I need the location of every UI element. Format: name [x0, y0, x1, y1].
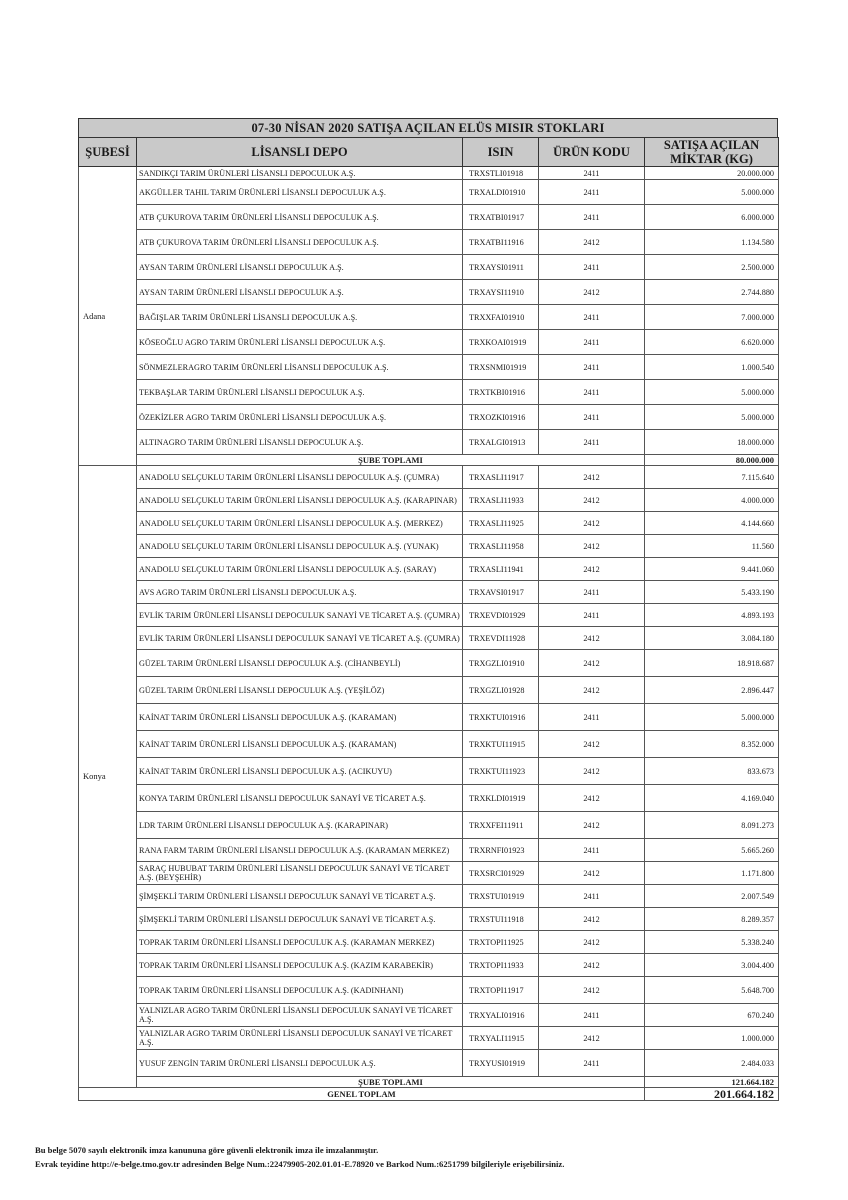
depot-name: EVLİK TARIM ÜRÜNLERİ LİSANSLI DEPOCULUK SANAYİ VE TİCARET A.Ş. (ÇUMRA) [137, 627, 463, 650]
depot-name: ALTINAGRO TARIM ÜRÜNLERİ LİSANSLI DEPOCULUK A.Ş. [137, 430, 463, 455]
isin-code: TRXYUSI01919 [463, 1050, 539, 1077]
isin-code: TRXKTUI11915 [463, 731, 539, 758]
isin-code: TRXKOAI01919 [463, 330, 539, 355]
quantity-kg: 833.673 [645, 758, 779, 785]
product-code: 2412 [539, 954, 645, 977]
header-isin: ISIN [463, 138, 539, 167]
table-row [79, 704, 779, 731]
stock-table-sheet [78, 118, 778, 1101]
depot-name: TOPRAK TARIM ÜRÜNLERİ LİSANSLI DEPOCULUK A.Ş. (KADINHANI) [137, 977, 463, 1004]
quantity-kg: 1.134.580 [645, 230, 779, 255]
table-row [79, 558, 779, 581]
product-code: 2411 [539, 581, 645, 604]
footer-line-2: Evrak teyidine http://e-belge.tmo.gov.tr adresinden Belge Num.:22479905-202.01.01-E.78920 ve Barkod Num.:6251799 bilgileriyle erişebilirsiniz. [35, 1159, 565, 1169]
isin-code: TRXGZLI01910 [463, 650, 539, 677]
product-code: 2412 [539, 489, 645, 512]
depot-name: EVLİK TARIM ÜRÜNLERİ LİSANSLI DEPOCULUK SANAYİ VE TİCARET A.Ş. (ÇUMRA) [137, 604, 463, 627]
quantity-kg: 6.620.000 [645, 330, 779, 355]
isin-code: TRXTKBI01916 [463, 380, 539, 405]
isin-code: TRXSRCI01929 [463, 862, 539, 885]
depot-name: KÖSEOĞLU AGRO TARIM ÜRÜNLERİ LİSANSLI DEPOCULUK A.Ş. [137, 330, 463, 355]
isin-code: TRXALGI01913 [463, 430, 539, 455]
isin-code: TRXYALI11915 [463, 1027, 539, 1050]
product-code: 2412 [539, 535, 645, 558]
grand-total-row [79, 1088, 779, 1101]
depot-name: BAĞIŞLAR TARIM ÜRÜNLERİ LİSANSLI DEPOCULUK A.Ş. [137, 305, 463, 330]
product-code: 2411 [539, 180, 645, 205]
table-row [79, 931, 779, 954]
depot-name: TOPRAK TARIM ÜRÜNLERİ LİSANSLI DEPOCULUK A.Ş. (KAZIM KARABEKİR) [137, 954, 463, 977]
header-kod: ÜRÜN KODU [539, 138, 645, 167]
product-code: 2411 [539, 255, 645, 280]
quantity-kg: 3.084.180 [645, 627, 779, 650]
isin-code: TRXASLI11933 [463, 489, 539, 512]
product-code: 2412 [539, 280, 645, 305]
quantity-kg: 1.000.540 [645, 355, 779, 380]
table-row [79, 1004, 779, 1027]
isin-code: TRXEVDI01929 [463, 604, 539, 627]
product-code: 2412 [539, 650, 645, 677]
isin-code: TRXRNFI01923 [463, 839, 539, 862]
quantity-kg: 5.000.000 [645, 704, 779, 731]
isin-code: TRXTOPI11933 [463, 954, 539, 977]
table-row [79, 255, 779, 280]
product-code: 2412 [539, 862, 645, 885]
product-code: 2412 [539, 908, 645, 931]
depot-name: AYSAN TARIM ÜRÜNLERİ LİSANSLI DEPOCULUK A.Ş. [137, 255, 463, 280]
table-row [79, 758, 779, 785]
isin-code: TRXAYSI01911 [463, 255, 539, 280]
product-code: 2412 [539, 512, 645, 535]
table-row [79, 885, 779, 908]
table-row [79, 405, 779, 430]
depot-name: TEKBAŞLAR TARIM ÜRÜNLERİ LİSANSLI DEPOCULUK A.Ş. [137, 380, 463, 405]
product-code: 2411 [539, 167, 645, 180]
table-row [79, 512, 779, 535]
product-code: 2411 [539, 405, 645, 430]
depot-name: ÖZEKİZLER AGRO TARIM ÜRÜNLERİ LİSANSLI DEPOCULUK A.Ş. [137, 405, 463, 430]
isin-code: TRXASLI11917 [463, 466, 539, 489]
quantity-kg: 11.560 [645, 535, 779, 558]
quantity-kg: 5.433.190 [645, 581, 779, 604]
quantity-kg: 2.744.880 [645, 280, 779, 305]
quantity-kg: 4.169.040 [645, 785, 779, 812]
product-code: 2411 [539, 305, 645, 330]
isin-code: TRXTOPI11925 [463, 931, 539, 954]
depot-name: SÖNMEZLERAGRO TARIM ÜRÜNLERİ LİSANSLI DEPOCULUK A.Ş. [137, 355, 463, 380]
table-row [79, 230, 779, 255]
product-code: 2412 [539, 758, 645, 785]
quantity-kg: 1.171.800 [645, 862, 779, 885]
product-code: 2412 [539, 677, 645, 704]
product-code: 2412 [539, 1027, 645, 1050]
quantity-kg: 20.000.000 [645, 167, 779, 180]
depot-name: ANADOLU SELÇUKLU TARIM ÜRÜNLERİ LİSANSLI DEPOCULUK A.Ş. (ÇUMRA) [137, 466, 463, 489]
table-row [79, 430, 779, 455]
header-row [79, 138, 779, 167]
product-code: 2412 [539, 977, 645, 1004]
quantity-kg: 4.893.193 [645, 604, 779, 627]
depot-name: ANADOLU SELÇUKLU TARIM ÜRÜNLERİ LİSANSLI DEPOCULUK A.Ş. (YUNAK) [137, 535, 463, 558]
depot-name: ATB ÇUKUROVA TARIM ÜRÜNLERİ LİSANSLI DEPOCULUK A.Ş. [137, 230, 463, 255]
table-row [79, 205, 779, 230]
table-row [79, 1027, 779, 1050]
branch-total-row [79, 1077, 779, 1088]
product-code: 2412 [539, 812, 645, 839]
quantity-kg: 7.000.000 [645, 305, 779, 330]
depot-name: ŞİMŞEKLİ TARIM ÜRÜNLERİ LİSANSLI DEPOCULUK SANAYİ VE TİCARET A.Ş. [137, 908, 463, 931]
branch-name: Konya [79, 466, 137, 1088]
isin-code: TRXAVSI01917 [463, 581, 539, 604]
product-code: 2412 [539, 230, 645, 255]
product-code: 2411 [539, 1050, 645, 1077]
quantity-kg: 5.338.240 [645, 931, 779, 954]
depot-name: ŞİMŞEKLİ TARIM ÜRÜNLERİ LİSANSLI DEPOCULUK SANAYİ VE TİCARET A.Ş. [137, 885, 463, 908]
table-row [79, 650, 779, 677]
branch-total-row [79, 455, 779, 466]
quantity-kg: 4.000.000 [645, 489, 779, 512]
isin-code: TRXASLI11925 [463, 512, 539, 535]
isin-code: TRXSNMI01919 [463, 355, 539, 380]
depot-name: AKGÜLLER TAHIL TARIM ÜRÜNLERİ LİSANSLI DEPOCULUK A.Ş. [137, 180, 463, 205]
table-row [79, 355, 779, 380]
table-body [79, 167, 779, 1101]
table-row [79, 731, 779, 758]
table-row [79, 604, 779, 627]
depot-name: YALNIZLAR AGRO TARIM ÜRÜNLERİ LİSANSLI DEPOCULUK SANAYİ VE TİCARET A.Ş. [137, 1004, 463, 1027]
isin-code: TRXAYSI11910 [463, 280, 539, 305]
isin-code: TRXASLI11958 [463, 535, 539, 558]
table-row [79, 977, 779, 1004]
table-row [79, 330, 779, 355]
header-sube: ŞUBESİ [79, 138, 137, 167]
quantity-kg: 5.648.700 [645, 977, 779, 1004]
isin-code: TRXYALI01916 [463, 1004, 539, 1027]
product-code: 2412 [539, 558, 645, 581]
isin-code: TRXXFAI01910 [463, 305, 539, 330]
isin-code: TRXSTUI01919 [463, 885, 539, 908]
table-row [79, 305, 779, 330]
isin-code: TRXSTUI11918 [463, 908, 539, 931]
quantity-kg: 4.144.660 [645, 512, 779, 535]
table-row [79, 489, 779, 512]
header-depo: LİSANSLI DEPO [137, 138, 463, 167]
isin-code: TRXEVDI11928 [463, 627, 539, 650]
product-code: 2411 [539, 604, 645, 627]
table-row [79, 908, 779, 931]
quantity-kg: 2.484.033 [645, 1050, 779, 1077]
product-code: 2411 [539, 355, 645, 380]
product-code: 2412 [539, 466, 645, 489]
table-row [79, 380, 779, 405]
isin-code: TRXASLI11941 [463, 558, 539, 581]
product-code: 2411 [539, 1004, 645, 1027]
depot-name: SANDIKÇI TARIM ÜRÜNLERİ LİSANSLI DEPOCULUK A.Ş. [137, 167, 463, 180]
isin-code: TRXATBI01917 [463, 205, 539, 230]
quantity-kg: 9.441.060 [645, 558, 779, 581]
depot-name: KAİNAT TARIM ÜRÜNLERİ LİSANSLI DEPOCULUK A.Ş. (ACIKUYU) [137, 758, 463, 785]
quantity-kg: 18.000.000 [645, 430, 779, 455]
isin-code: TRXOZKI01916 [463, 405, 539, 430]
depot-name: GÜZEL TARIM ÜRÜNLERİ LİSANSLI DEPOCULUK A.Ş. (CİHANBEYLİ) [137, 650, 463, 677]
quantity-kg: 5.000.000 [645, 180, 779, 205]
table-row [79, 535, 779, 558]
quantity-kg: 3.004.400 [645, 954, 779, 977]
quantity-kg: 5.000.000 [645, 380, 779, 405]
depot-name: ANADOLU SELÇUKLU TARIM ÜRÜNLERİ LİSANSLI DEPOCULUK A.Ş. (SARAY) [137, 558, 463, 581]
isin-code: TRXATBI11916 [463, 230, 539, 255]
stock-table [78, 137, 779, 1101]
depot-name: KAİNAT TARIM ÜRÜNLERİ LİSANSLI DEPOCULUK A.Ş. (KARAMAN) [137, 731, 463, 758]
isin-code: TRXKLDI01919 [463, 785, 539, 812]
table-row [79, 167, 779, 180]
table-row [79, 581, 779, 604]
depot-name: AYSAN TARIM ÜRÜNLERİ LİSANSLI DEPOCULUK A.Ş. [137, 280, 463, 305]
table-row [79, 677, 779, 704]
depot-name: KAİNAT TARIM ÜRÜNLERİ LİSANSLI DEPOCULUK A.Ş. (KARAMAN) [137, 704, 463, 731]
quantity-kg: 5.000.000 [645, 405, 779, 430]
grand-total-value: 201.664.182 [645, 1088, 779, 1101]
table-row [79, 812, 779, 839]
footer-note [35, 1143, 825, 1171]
isin-code: TRXTOPI11917 [463, 977, 539, 1004]
quantity-kg: 670.240 [645, 1004, 779, 1027]
product-code: 2411 [539, 330, 645, 355]
table-row [79, 785, 779, 812]
branch-total-label: ŞUBE TOPLAMI [137, 455, 645, 466]
table-row [79, 954, 779, 977]
branch-name: Adana [79, 167, 137, 466]
header-miktar-line2: MİKTAR (KG) [670, 152, 753, 166]
product-code: 2411 [539, 430, 645, 455]
depot-name: GÜZEL TARIM ÜRÜNLERİ LİSANSLI DEPOCULUK A.Ş. (YEŞİLÖZ) [137, 677, 463, 704]
isin-code: TRXXFEI11911 [463, 812, 539, 839]
product-code: 2411 [539, 380, 645, 405]
table-row [79, 627, 779, 650]
product-code: 2412 [539, 731, 645, 758]
product-code: 2411 [539, 205, 645, 230]
table-row [79, 280, 779, 305]
depot-name: SARAÇ HUBUBAT TARIM ÜRÜNLERİ LİSANSLI DEPOCULUK SANAYİ VE TİCARET A.Ş. (BEYŞEHİR) [137, 862, 463, 885]
depot-name: LDR TARIM ÜRÜNLERİ LİSANSLI DEPOCULUK A.Ş. (KARAPINAR) [137, 812, 463, 839]
product-code: 2412 [539, 931, 645, 954]
quantity-kg: 18.918.687 [645, 650, 779, 677]
depot-name: ATB ÇUKUROVA TARIM ÜRÜNLERİ LİSANSLI DEPOCULUK A.Ş. [137, 205, 463, 230]
quantity-kg: 8.352.000 [645, 731, 779, 758]
table-title: 07-30 NİSAN 2020 SATIŞA AÇILAN ELÜS MISIR STOKLARI [78, 118, 778, 137]
quantity-kg: 2.896.447 [645, 677, 779, 704]
branch-total-label: ŞUBE TOPLAMI [137, 1077, 645, 1088]
isin-code: TRXALDI01910 [463, 180, 539, 205]
isin-code: TRXKTUI01916 [463, 704, 539, 731]
quantity-kg: 2.007.549 [645, 885, 779, 908]
header-miktar [645, 138, 779, 167]
product-code: 2412 [539, 627, 645, 650]
isin-code: TRXGZLI01928 [463, 677, 539, 704]
quantity-kg: 1.000.000 [645, 1027, 779, 1050]
product-code: 2412 [539, 785, 645, 812]
footer-line-1: Bu belge 5070 sayılı elektronik imza kanununa göre güvenli elektronik imza ile imzalanmıştır. [35, 1145, 379, 1155]
depot-name: KONYA TARIM ÜRÜNLERİ LİSANSLI DEPOCULUK SANAYİ VE TİCARET A.Ş. [137, 785, 463, 812]
quantity-kg: 2.500.000 [645, 255, 779, 280]
table-row [79, 839, 779, 862]
isin-code: TRXSTLI01918 [463, 167, 539, 180]
depot-name: ANADOLU SELÇUKLU TARIM ÜRÜNLERİ LİSANSLI DEPOCULUK A.Ş. (MERKEZ) [137, 512, 463, 535]
depot-name: YALNIZLAR AGRO TARIM ÜRÜNLERİ LİSANSLI DEPOCULUK SANAYİ VE TİCARET A.Ş. [137, 1027, 463, 1050]
quantity-kg: 7.115.640 [645, 466, 779, 489]
header-miktar-line1: SATIŞA AÇILAN [663, 138, 760, 152]
table-row [79, 180, 779, 205]
quantity-kg: 6.000.000 [645, 205, 779, 230]
quantity-kg: 8.289.357 [645, 908, 779, 931]
table-row [79, 1050, 779, 1077]
table-row [79, 862, 779, 885]
depot-name: TOPRAK TARIM ÜRÜNLERİ LİSANSLI DEPOCULUK A.Ş. (KARAMAN MERKEZ) [137, 931, 463, 954]
product-code: 2411 [539, 839, 645, 862]
table-row [79, 466, 779, 489]
depot-name: AVS AGRO TARIM ÜRÜNLERİ LİSANSLI DEPOCULUK A.Ş. [137, 581, 463, 604]
quantity-kg: 5.665.260 [645, 839, 779, 862]
quantity-kg: 8.091.273 [645, 812, 779, 839]
depot-name: YUSUF ZENGİN TARIM ÜRÜNLERİ LİSANSLI DEPOCULUK A.Ş. [137, 1050, 463, 1077]
depot-name: ANADOLU SELÇUKLU TARIM ÜRÜNLERİ LİSANSLI DEPOCULUK A.Ş. (KARAPINAR) [137, 489, 463, 512]
product-code: 2411 [539, 885, 645, 908]
grand-total-label: GENEL TOPLAM [79, 1088, 645, 1101]
isin-code: TRXKTUI11923 [463, 758, 539, 785]
branch-total-value: 80.000.000 [645, 455, 779, 466]
product-code: 2411 [539, 704, 645, 731]
depot-name: RANA FARM TARIM ÜRÜNLERİ LİSANSLI DEPOCULUK A.Ş. (KARAMAN MERKEZ) [137, 839, 463, 862]
branch-total-value: 121.664.182 [645, 1077, 779, 1088]
